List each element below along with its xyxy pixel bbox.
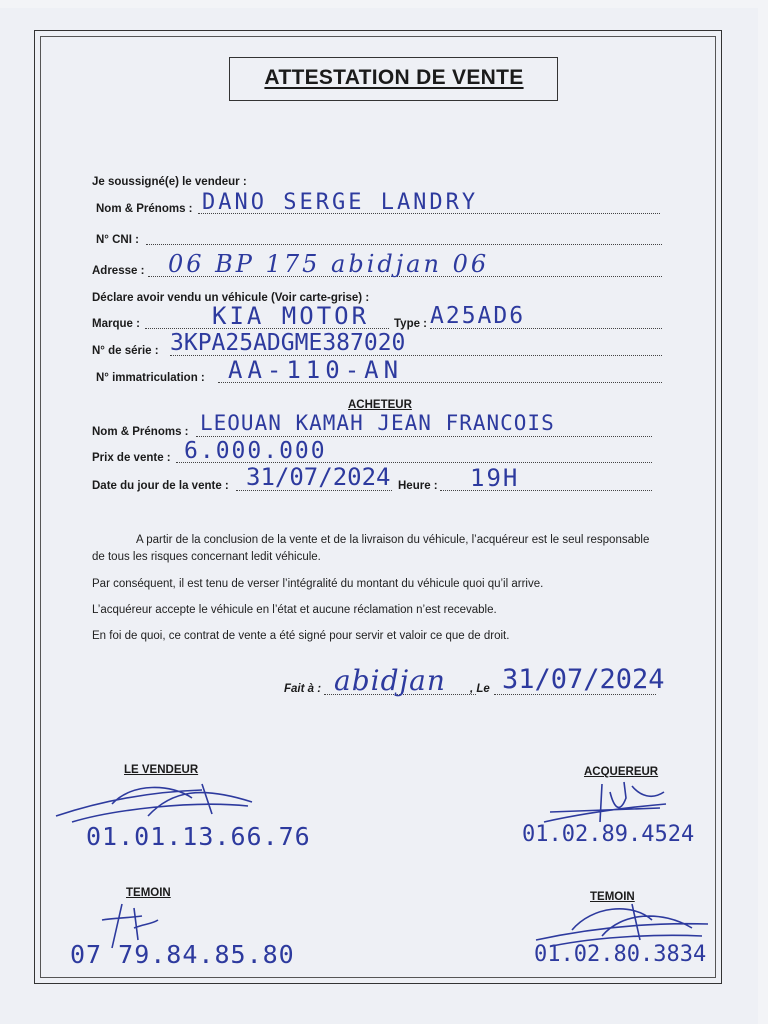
buyer-name-line xyxy=(196,436,652,437)
vehicle-type-value: A25AD6 xyxy=(430,303,526,329)
buyer-date-label: Date du jour de la vente : xyxy=(92,480,229,492)
witness2-signature-label: TEMOIN xyxy=(590,891,635,903)
seller-signature-label: LE VENDEUR xyxy=(124,764,199,776)
signing-date-value: 31/07/2024 xyxy=(502,664,665,695)
signing-place-label: Fait à : xyxy=(284,683,322,695)
vehicle-registration-value: AA-110-AN xyxy=(228,356,404,384)
vehicle-brand-value: KIA MOTOR xyxy=(212,302,370,330)
seller-address-value: 06 BP 175 abidjan 06 xyxy=(168,250,490,278)
seller-phone: 01.01.13.66.76 xyxy=(86,822,311,851)
buyer-signature-label: ACQUEREUR xyxy=(584,766,659,778)
buyer-time-label: Heure : xyxy=(398,480,438,492)
vehicle-serial-label: N° de série : xyxy=(92,345,159,357)
buyer-price-label: Prix de vente : xyxy=(92,452,171,464)
buyer-phone: 01.02.89.4524 xyxy=(522,822,695,847)
terms-paragraph-2: Par conséquent, il est tenu de verser l’intégralité du montant du véhicule quoi qu’il arrive. xyxy=(92,578,544,590)
buyer-time-value: 19H xyxy=(470,464,520,492)
seller-name-value: DANO SERGE LANDRY xyxy=(202,190,479,215)
seller-address-label: Adresse : xyxy=(92,265,145,277)
buyer-price-value: 6.000.000 xyxy=(184,438,327,464)
seller-heading: Je soussigné(e) le vendeur : xyxy=(92,176,247,188)
vehicle-type-label: Type : xyxy=(394,318,428,330)
terms-paragraph-3: L’acquéreur accepte le véhicule en l’état et aucune réclamation n’est recevable. xyxy=(92,604,497,616)
terms-paragraph-1: A partir de la conclusion de la vente et de la livraison du véhicule, l’acquéreur est le seul responsable de tous les risques concernant ledit véhicule. xyxy=(92,534,650,563)
seller-cni-label: N° CNI : xyxy=(96,234,139,246)
signing-date-label: , Le xyxy=(470,683,490,695)
witness1-phone: 07 79.84.85.80 xyxy=(70,940,295,969)
witness1-signature-label: TEMOIN xyxy=(126,887,171,899)
signing-place-value: abidjan xyxy=(334,664,446,697)
vehicle-serial-value: 3KPA25ADGME387020 xyxy=(170,330,406,356)
vehicle-declaration: Déclare avoir vendu un véhicule (Voir carte-grise) : xyxy=(92,292,370,304)
terms-paragraph-4: En foi de quoi, ce contrat de vente a été signé pour servir et valoir ce que de droit. xyxy=(92,630,510,642)
document-title: ATTESTATION DE VENTE xyxy=(264,66,524,89)
buyer-date-value: 31/07/2024 xyxy=(246,463,391,491)
buyer-heading: ACHETEUR xyxy=(348,399,412,411)
buyer-name-value: LEOUAN KAMAH JEAN FRANCOIS xyxy=(200,411,555,435)
witness2-phone: 01.02.80.3834 xyxy=(534,942,707,967)
seller-name-label: Nom & Prénoms : xyxy=(96,203,193,215)
seller-cni-line xyxy=(146,244,662,245)
vehicle-brand-label: Marque : xyxy=(92,318,140,330)
vehicle-registration-label: N° immatriculation : xyxy=(96,372,205,384)
buyer-name-label: Nom & Prénoms : xyxy=(92,426,189,438)
buyer-signature xyxy=(540,778,670,828)
